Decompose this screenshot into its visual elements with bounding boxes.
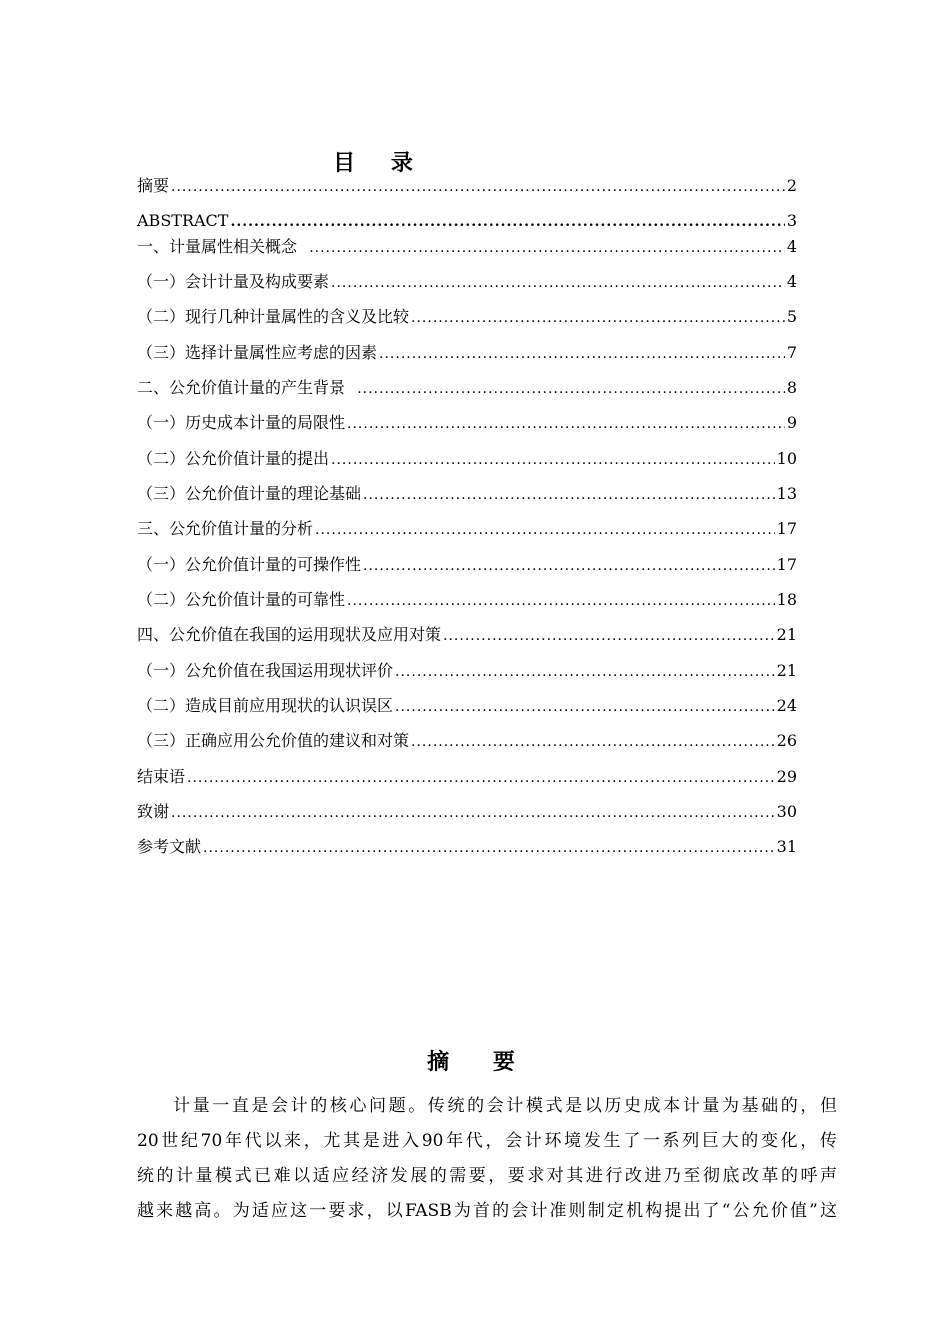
toc-page-number: 26 <box>776 731 797 750</box>
toc-entry[interactable] <box>137 483 797 506</box>
toc-page-number: 24 <box>776 696 797 715</box>
toc-entry-label: 结束语 <box>137 767 186 786</box>
toc-page-number: 9 <box>786 413 797 432</box>
toc-leader-dots <box>347 413 785 435</box>
toc-leader-dots <box>347 590 775 612</box>
toc-entry-label: （三）正确应用公允价值的建议和对策 <box>137 731 410 750</box>
toc-leader-dots <box>411 307 785 329</box>
toc-page-number: 17 <box>776 519 797 538</box>
toc-entry-label: 摘要 <box>137 176 170 195</box>
toc-leader-dots <box>315 519 775 541</box>
toc-leader-dots <box>331 272 785 294</box>
toc-page-number: 7 <box>786 343 797 362</box>
toc-leader-dots <box>411 731 775 753</box>
toc-leader-dots <box>363 484 775 506</box>
toc-page-number: 8 <box>786 378 797 397</box>
toc-entry[interactable] <box>137 660 797 683</box>
toc-entry-label: （一）会计计量及构成要素 <box>137 272 330 291</box>
toc-leader-dots <box>357 378 785 400</box>
toc-page-number: 2 <box>786 176 797 195</box>
toc-entry-label: （一）历史成本计量的局限性 <box>137 413 346 432</box>
toc-page-number: 31 <box>776 837 797 856</box>
toc-page-number: 13 <box>776 484 797 503</box>
toc-leader-dots <box>187 767 775 789</box>
toc-leader-dots <box>203 837 775 859</box>
toc-leader-dots <box>395 661 775 683</box>
toc-page-number: 18 <box>776 590 797 609</box>
abstract-title: 摘 要 <box>427 1050 533 1075</box>
toc-page-number: 3 <box>786 211 797 230</box>
toc-entry-label: 二、公允价值计量的产生背景 <box>137 378 356 397</box>
toc-leader-dots <box>171 802 775 824</box>
toc-leader-dots <box>379 343 785 365</box>
toc-page-number: 4 <box>786 237 797 256</box>
toc-entry[interactable] <box>137 554 797 577</box>
toc-entry[interactable] <box>137 801 797 824</box>
abstract-line: 统的计量模式已难以适应经济发展的需要，要求对其进行改进乃至彻底改革的呼声 <box>137 1166 837 1186</box>
toc-entry-label: （三）选择计量属性应考虑的因素 <box>137 343 378 362</box>
toc-entry-label: ABSTRACT <box>137 211 229 230</box>
abstract-line: 计量一直是会计的核心问题。传统的会计模式是以历史成本计量为基础的，但 <box>173 1096 837 1116</box>
toc-entry[interactable] <box>137 412 797 435</box>
toc-entry[interactable] <box>137 342 797 365</box>
toc-page-number: 29 <box>776 767 797 786</box>
toc-entry[interactable] <box>137 306 797 329</box>
toc-page-number: 21 <box>776 661 797 680</box>
toc-page-number: 17 <box>776 555 797 574</box>
toc-entry[interactable] <box>137 766 797 789</box>
toc-entry-label: （二）现行几种计量属性的含义及比较 <box>137 307 410 326</box>
abstract-body <box>137 1089 837 1229</box>
toc-leader-dots <box>363 555 775 577</box>
toc-entry[interactable] <box>137 210 797 233</box>
toc-entry[interactable] <box>137 836 797 859</box>
abstract-line: 越来越高。为适应这一要求，以FASB为首的会计准则制定机构提出了“公允价值”这 <box>137 1201 837 1221</box>
toc-leader-dots <box>230 211 784 233</box>
toc-entry-label: （一）公允价值计量的可操作性 <box>137 555 362 574</box>
toc-entry[interactable] <box>137 448 797 471</box>
toc-leader-dots <box>309 237 785 259</box>
toc-entry-label: （二）公允价值计量的可靠性 <box>137 590 346 609</box>
toc-page-number: 4 <box>786 272 797 291</box>
toc-entry-label: （三）公允价值计量的理论基础 <box>137 484 362 503</box>
toc-entry-label: 一、计量属性相关概念 <box>137 237 308 256</box>
toc-page-number: 10 <box>776 449 797 468</box>
toc-entry[interactable] <box>137 589 797 612</box>
toc-page-number: 30 <box>776 802 797 821</box>
toc-entry[interactable] <box>137 730 797 753</box>
toc-entry[interactable] <box>137 624 797 647</box>
toc-entry-label: （二）公允价值计量的提出 <box>137 449 330 468</box>
toc-leader-dots <box>331 449 775 471</box>
toc-entry[interactable] <box>137 695 797 718</box>
toc-entry-label: 三、公允价值计量的分析 <box>137 519 314 538</box>
toc-entry[interactable] <box>137 236 797 259</box>
abstract-line: 20世纪70年代以来，尤其是进入90年代，会计环境发生了一系列巨大的变化，传 <box>137 1131 837 1151</box>
toc-entry-label: 参考文献 <box>137 837 202 856</box>
toc-entry[interactable] <box>137 271 797 294</box>
toc-title: 目 录 <box>333 151 427 176</box>
toc-leader-dots <box>443 625 775 647</box>
toc-page-number: 5 <box>786 307 797 326</box>
toc-entry[interactable] <box>137 518 797 541</box>
toc-entry[interactable] <box>137 175 797 198</box>
toc-entry-label: （二）造成目前应用现状的认识误区 <box>137 696 394 715</box>
toc-entry[interactable] <box>137 377 797 400</box>
toc-entry-label: 致谢 <box>137 802 170 821</box>
toc-entry-label: （一）公允价值在我国运用现状评价 <box>137 661 394 680</box>
toc-page-number: 21 <box>776 625 797 644</box>
toc-leader-dots <box>395 696 775 718</box>
toc-leader-dots <box>171 176 785 198</box>
toc-entry-label: 四、公允价值在我国的运用现状及应用对策 <box>137 625 442 644</box>
